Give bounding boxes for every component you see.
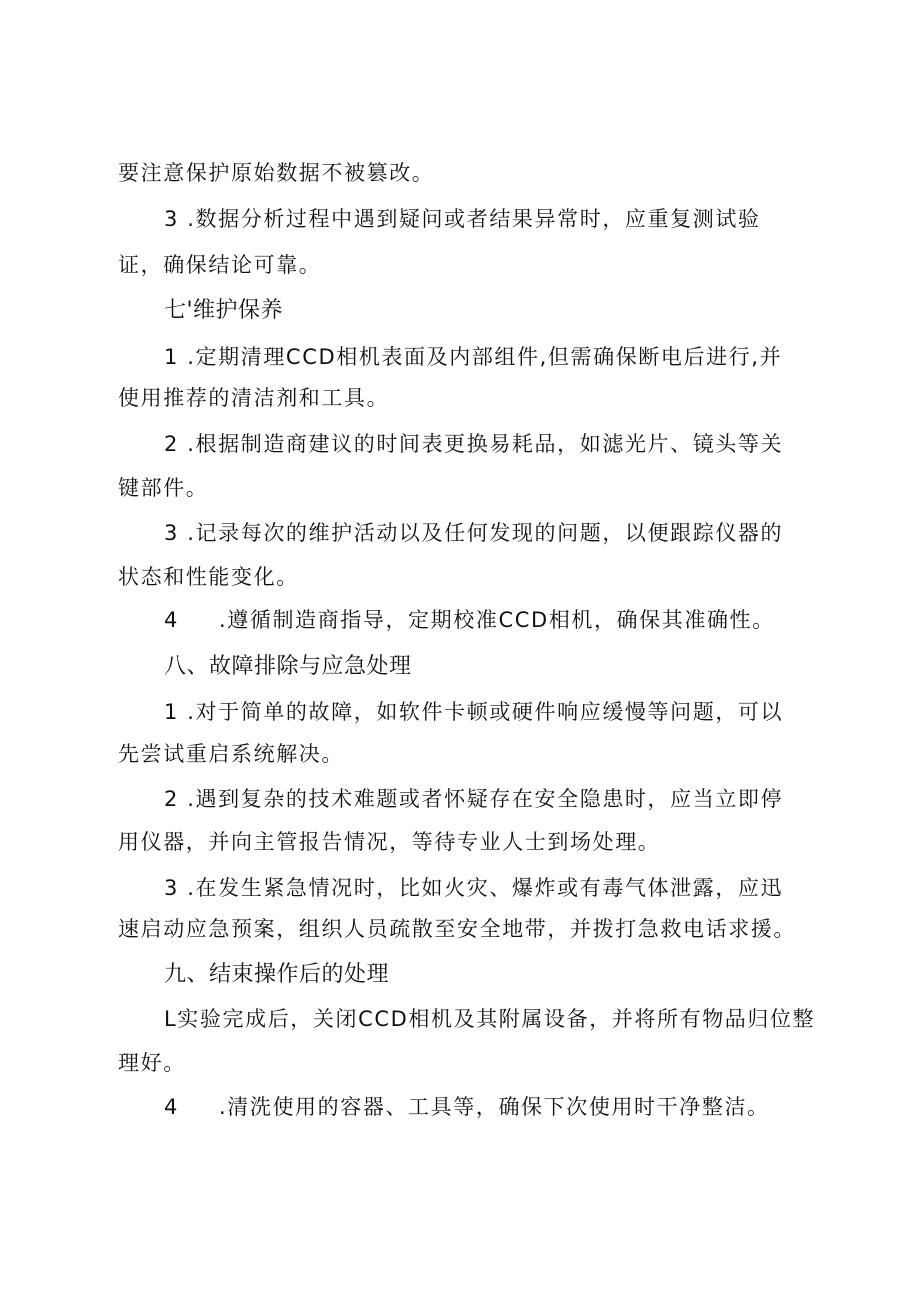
- paragraph-line: [164, 605, 775, 635]
- item-number: 4: [164, 1095, 179, 1119]
- section7-title: 七'维护保养: [164, 298, 284, 323]
- section6-continuation-text: 要注意保护原始数据不被篡改。: [118, 161, 435, 185]
- paragraph-line: [164, 697, 783, 727]
- item-text: .清洗使用的容器、工具等，确保下次使用时干净整洁。: [218, 1095, 770, 1119]
- paragraph-line: [118, 383, 389, 413]
- paragraph-line: [164, 784, 783, 814]
- paragraph-line: [164, 873, 783, 903]
- item-text: 先尝试重启系统解决。: [118, 742, 344, 766]
- item-text: 理好。: [118, 1051, 186, 1075]
- item-text: .定期清理CCD相机表面及内部组件,但需确保断电后进行,并: [187, 345, 783, 369]
- section-heading: [164, 960, 389, 990]
- item-text: .遵循制造商指导，定期校准CCD相机，确保其准确性。: [218, 608, 775, 632]
- item-text: 证，确保结论可靠。: [118, 253, 322, 277]
- paragraph-line: [118, 473, 208, 503]
- paragraph-line: [164, 1004, 815, 1034]
- paragraph-line: [118, 158, 434, 188]
- item-number: 3: [164, 876, 179, 900]
- item-text: .在发生紧急情况时，比如火灾、爆炸或有毒气体泄露，应迅: [187, 876, 784, 900]
- paragraph-line: [118, 562, 299, 592]
- paragraph-line: [118, 1048, 186, 1078]
- paragraph-line: [118, 914, 796, 944]
- paragraph-line: [164, 429, 783, 459]
- item-number: 1: [164, 345, 179, 369]
- paragraph-line: [118, 827, 660, 857]
- paragraph-line: [118, 739, 344, 769]
- item-text: 速启动应急预案，组织人员疏散至安全地带，并拨打急救电话求援。: [118, 917, 796, 941]
- item-number: 3: [164, 521, 179, 545]
- item-number: 3: [164, 207, 179, 231]
- item-number: 2: [164, 432, 179, 456]
- section9-title: 九、结束操作后的处理: [164, 962, 390, 987]
- paragraph-line: [164, 204, 761, 234]
- paragraph-line: [164, 342, 782, 372]
- paragraph-line: [164, 1092, 770, 1122]
- item-text: 键部件。: [118, 476, 209, 500]
- item-text: 使用推荐的清洁剂和工具。: [118, 386, 390, 410]
- item-text: .遇到复杂的技术难题或者怀疑存在安全隐患时，应当立即停: [187, 787, 784, 811]
- item-text: .数据分析过程中遇到疑问或者结果异常时，应重复测试验: [187, 207, 761, 231]
- section-heading: [164, 296, 283, 326]
- item-number: 1: [164, 700, 179, 724]
- item-text: 状态和性能变化。: [118, 565, 299, 589]
- section8-title: 八、故障排除与应急处理: [164, 654, 412, 679]
- item-text: 用仪器，并向主管报告情况，等待专业人士到场处理。: [118, 830, 661, 854]
- item-number: 4: [164, 608, 179, 632]
- item-text: L实验完成后，关闭CCD相机及其附属设备，并将所有物品归位整: [164, 1007, 816, 1031]
- section-heading: [164, 652, 412, 682]
- item-text: .根据制造商建议的时间表更换易耗品，如滤光片、镜头等关: [187, 432, 784, 456]
- item-number: 2: [164, 787, 179, 811]
- paragraph-line: [118, 250, 321, 280]
- paragraph-line: [164, 518, 783, 548]
- item-text: .对于简单的故障，如软件卡顿或硬件响应缓慢等问题，可以: [187, 700, 784, 724]
- item-text: .记录每次的维护活动以及任何发现的问题，以便跟踪仪器的: [187, 521, 784, 545]
